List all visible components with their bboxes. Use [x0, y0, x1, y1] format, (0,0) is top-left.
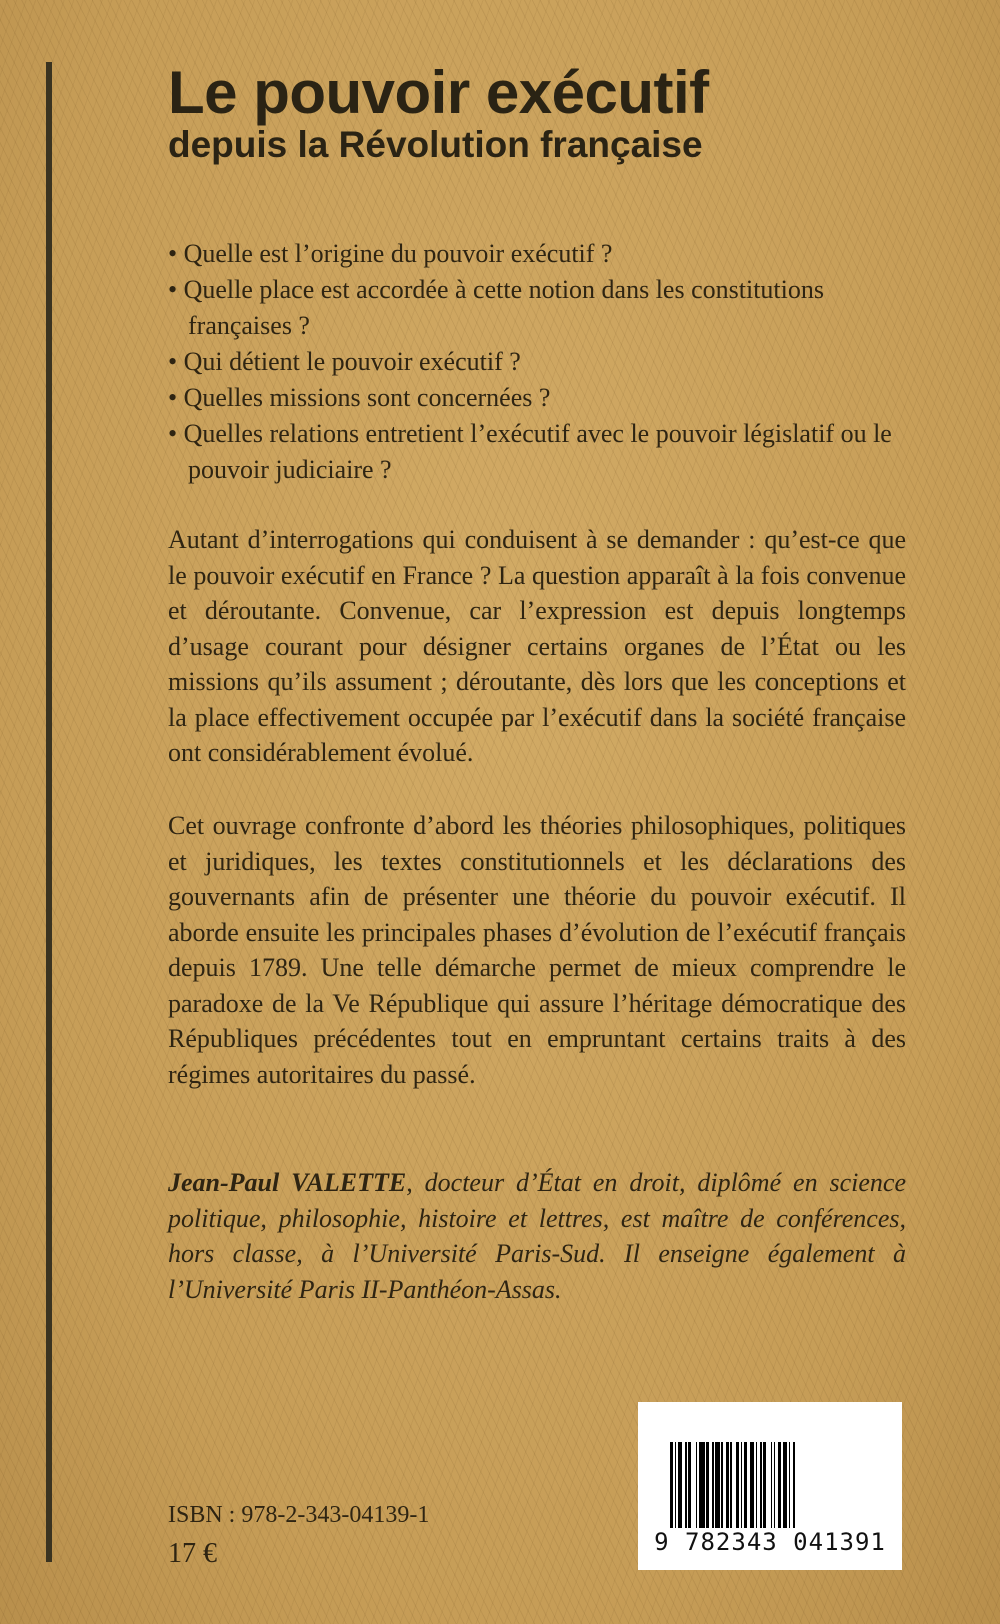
barcode-label — [638, 1402, 902, 1570]
summary-paragraph-1: Autant d’interrogations qui conduisent à se demander : qu’est-ce que le pouvoir exécutif en France ? La question apparaît à la fois convenue et déroutante. Convenue, car l’expression est depuis longtemps d’usage courant pour désigner certains organes de l’État ou les missions qu’ils assument ; déroutante, dès lors que les conceptions et la place effectivement occupée par l’exécutif dans la société française ont considérablement évolué. — [168, 525, 906, 767]
question-item: • Quelle place est accordée à cette notion dans les constitutions françaises ? — [168, 272, 908, 344]
question-item: • Quelles missions sont concernées ? — [168, 380, 908, 416]
question-list — [168, 236, 908, 488]
author-name: Jean-Paul VALETTE — [168, 1168, 407, 1197]
summary-paragraph-2: Cet ouvrage confronte d’abord les théories philosophiques, politiques et juridiques, les textes constitutionnels et les déclarations des gouvernants afin de présenter une théorie du pouvoir exécutif. Il aborde ensuite les principales phases d’évolution de l’exécutif français depuis 1789. Une telle démarche permet de mieux comprendre le paradoxe de la Ve République qui assure l’héritage démocratique des Républiques précédentes tout en empruntant certains traits à des régimes autoritaires du passé. — [168, 811, 906, 1089]
isbn: ISBN : 978-2-343-04139-1 — [168, 1502, 430, 1528]
author-bio — [168, 1165, 906, 1307]
book-title: Le pouvoir exécutif — [168, 59, 709, 126]
book-subtitle: depuis la Révolution française — [168, 124, 703, 165]
spine-rule — [46, 62, 52, 1562]
author-bio-text: , docteur d’État en droit, diplômé en science politique, philosophie, histoire et lettres, est maître de conférences, hors classe, à l’Université Paris-Sud. Il enseigne également à l’Université Paris II-Panthéon-Assas. — [168, 1168, 907, 1304]
price: 17 € — [168, 1538, 217, 1569]
question-item: • Quelle est l’origine du pouvoir exécutif ? — [168, 236, 908, 272]
question-item: • Qui détient le pouvoir exécutif ? — [168, 344, 908, 380]
barcode-bar — [795, 1442, 797, 1534]
question-item: • Quelles relations entretient l’exécutif avec le pouvoir législatif ou le pouvoir judiciaire ? — [168, 416, 908, 488]
barcode-bars — [670, 1442, 870, 1542]
barcode-number: 9 782343 041391 — [648, 1528, 892, 1556]
